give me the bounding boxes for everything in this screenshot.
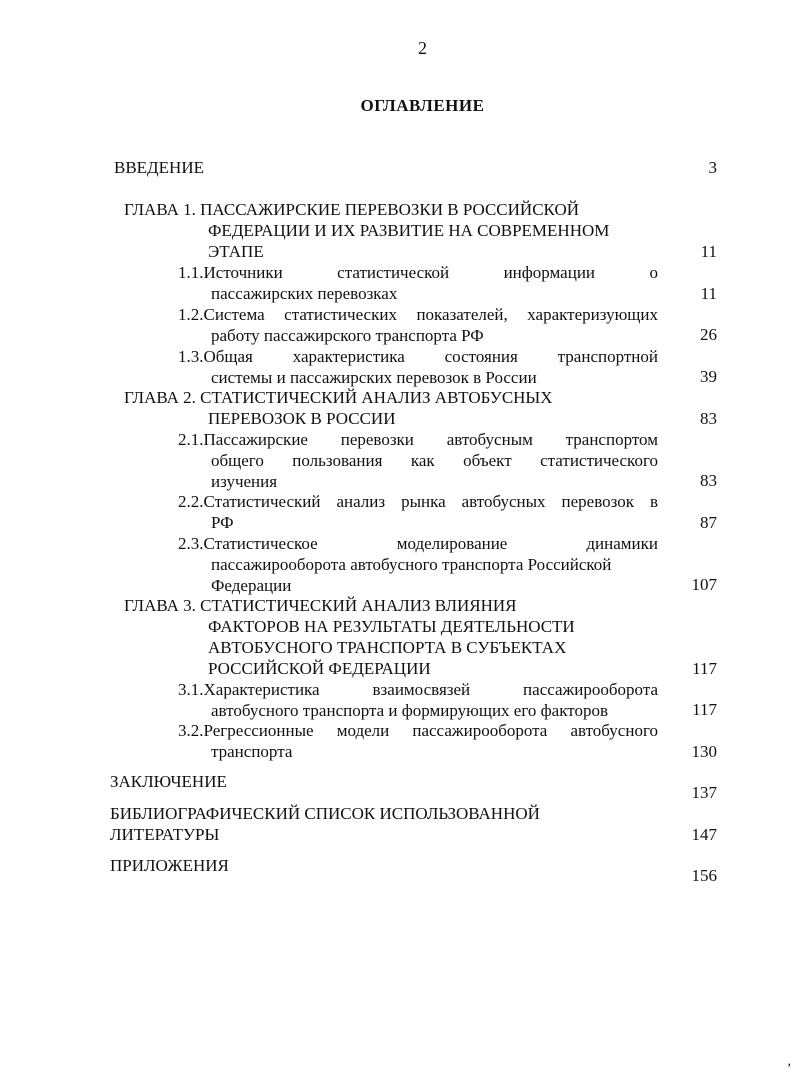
toc-entry-label: ГЛАВА 1. ПАССАЖИРСКИЕ ПЕРЕВОЗКИ В РОССИЙСКОЙ xyxy=(124,200,579,219)
toc-entry-label: Федерации xyxy=(211,576,292,595)
toc-entry-section-1-2-cont xyxy=(211,325,484,346)
toc-entry-label: ПЕРЕВОЗОК В РОССИИ xyxy=(208,409,396,428)
toc-entry-section-2-3 xyxy=(178,533,658,554)
toc-page-number: 26 xyxy=(700,325,717,344)
toc-page-number: 83 xyxy=(700,471,717,490)
toc-entry-section-1-3 xyxy=(178,346,658,367)
toc-entry-label: ЭТАПЕ xyxy=(208,242,264,261)
toc-entry-label: БИБЛИОГРАФИЧЕСКИЙ СПИСОК ИСПОЛЬЗОВАННОЙ xyxy=(110,804,540,823)
toc-entry-appendices xyxy=(110,855,229,876)
toc-page-number: 83 xyxy=(700,409,717,428)
toc-entry-section-3-2-cont xyxy=(211,741,292,762)
toc-entry-section-1-2 xyxy=(178,304,658,325)
toc-entry-label: ПРИЛОЖЕНИЯ xyxy=(110,856,229,875)
page-number: 2 xyxy=(418,38,427,58)
toc-entry-chapter-1-cont xyxy=(208,220,609,262)
toc-page-number: 156 xyxy=(691,866,717,885)
toc-page-number: 3 xyxy=(708,158,717,177)
toc-entry-section-2-1 xyxy=(178,429,658,450)
toc-entry-label: 2.2.Статистический анализ рынка автобусных перевозок в xyxy=(178,492,658,511)
toc-entry-introduction xyxy=(114,157,204,178)
toc-entry-label: транспорта xyxy=(211,742,293,761)
toc-entry-conclusion xyxy=(110,771,227,792)
toc-entry-label: 3.2.Регрессионные модели пассажирооборота автобусного xyxy=(178,721,658,740)
toc-page-number: 137 xyxy=(691,783,717,802)
toc-entry-label: ВВЕДЕНИЕ xyxy=(114,158,204,177)
toc-entry-label: пассажирских перевозках xyxy=(211,284,398,303)
toc-page-number: 39 xyxy=(700,367,717,386)
toc-entry-label: ЗАКЛЮЧЕНИЕ xyxy=(110,772,227,791)
toc-entry-chapter-3 xyxy=(124,595,517,616)
toc-page-number: 107 xyxy=(691,575,717,594)
toc-entry-label: работу пассажирского транспорта РФ xyxy=(211,326,484,345)
toc-entry-chapter-2-cont xyxy=(208,408,395,429)
toc-entry-label: 2.1.Пассажирские перевозки автобусным транспортом xyxy=(178,430,658,449)
toc-page-number: 87 xyxy=(700,513,717,532)
toc-page-number: 117 xyxy=(692,659,717,678)
toc-entry-label: автобусного транспорта и формирующих его факторов xyxy=(211,701,608,720)
toc-entry-label: изучения xyxy=(211,472,278,491)
toc-entry-label: ГЛАВА 2. СТАТИСТИЧЕСКИЙ АНАЛИЗ АВТОБУСНЫХ xyxy=(124,388,553,407)
toc-entry-section-1-3-cont xyxy=(211,367,537,388)
toc-entry-label: 1.2.Система статистических показателей, характеризующих xyxy=(178,305,658,324)
toc-entry-chapter-3-cont xyxy=(208,616,575,679)
toc-entry-label: ФАКТОРОВ НА РЕЗУЛЬТАТЫ ДЕЯТЕЛЬНОСТИ xyxy=(208,617,575,636)
toc-entry-label: 1.1.Источники статистической информации о xyxy=(178,263,658,282)
toc-entry-section-1-1 xyxy=(178,262,658,283)
toc-entry-label: 3.1.Характеристика взаимосвязей пассажирооборота xyxy=(178,680,658,699)
toc-page-number: 147 xyxy=(691,825,717,844)
toc-title: ОГЛАВЛЕНИЕ xyxy=(360,96,485,115)
toc-entry-section-2-3-cont xyxy=(211,554,611,596)
toc-page-number: 11 xyxy=(700,284,717,303)
toc-entry-bibliography xyxy=(110,803,540,845)
toc-entry-label: ЛИТЕРАТУРЫ xyxy=(110,825,220,844)
toc-entry-section-2-1-cont xyxy=(211,450,658,492)
toc-entry-section-1-1-cont xyxy=(211,283,397,304)
toc-entry-chapter-2 xyxy=(124,387,553,408)
toc-entry-label: АВТОБУСНОГО ТРАНСПОРТА В СУБЪЕКТАХ xyxy=(208,638,567,657)
toc-entry-section-2-2 xyxy=(178,491,658,512)
toc-entry-section-2-2-cont xyxy=(211,512,234,533)
toc-entry-label: 1.3.Общая характеристика состояния транспортной xyxy=(178,347,658,366)
toc-page-number: 11 xyxy=(700,242,717,261)
toc-entry-section-3-2 xyxy=(178,720,658,741)
toc-entry-label: РОССИЙСКОЙ ФЕДЕРАЦИИ xyxy=(208,659,431,678)
toc-page-number: 117 xyxy=(692,700,717,719)
toc-entry-label: пассажирооборота автобусного транспорта Российской xyxy=(211,555,612,574)
toc-entry-label: ГЛАВА 3. СТАТИСТИЧЕСКИЙ АНАЛИЗ ВЛИЯНИЯ xyxy=(124,596,517,615)
toc-entry-label: ФЕДЕРАЦИИ И ИХ РАЗВИТИЕ НА СОВРЕМЕННОМ xyxy=(208,221,610,240)
toc-entry-section-3-1-cont xyxy=(211,700,608,721)
toc-entry-chapter-1 xyxy=(124,199,579,220)
toc-page-number: 130 xyxy=(691,742,717,761)
toc-entry-label: системы и пассажирских перевозок в России xyxy=(211,368,537,387)
toc-entry-label: общего пользования как объект статистического xyxy=(211,451,658,470)
toc-entry-label: 2.3.Статистическое моделирование динамики xyxy=(178,534,658,553)
toc-entry-label: РФ xyxy=(211,513,234,532)
scan-edge-mark: , xyxy=(787,1054,791,1069)
toc-entry-section-3-1 xyxy=(178,679,658,700)
